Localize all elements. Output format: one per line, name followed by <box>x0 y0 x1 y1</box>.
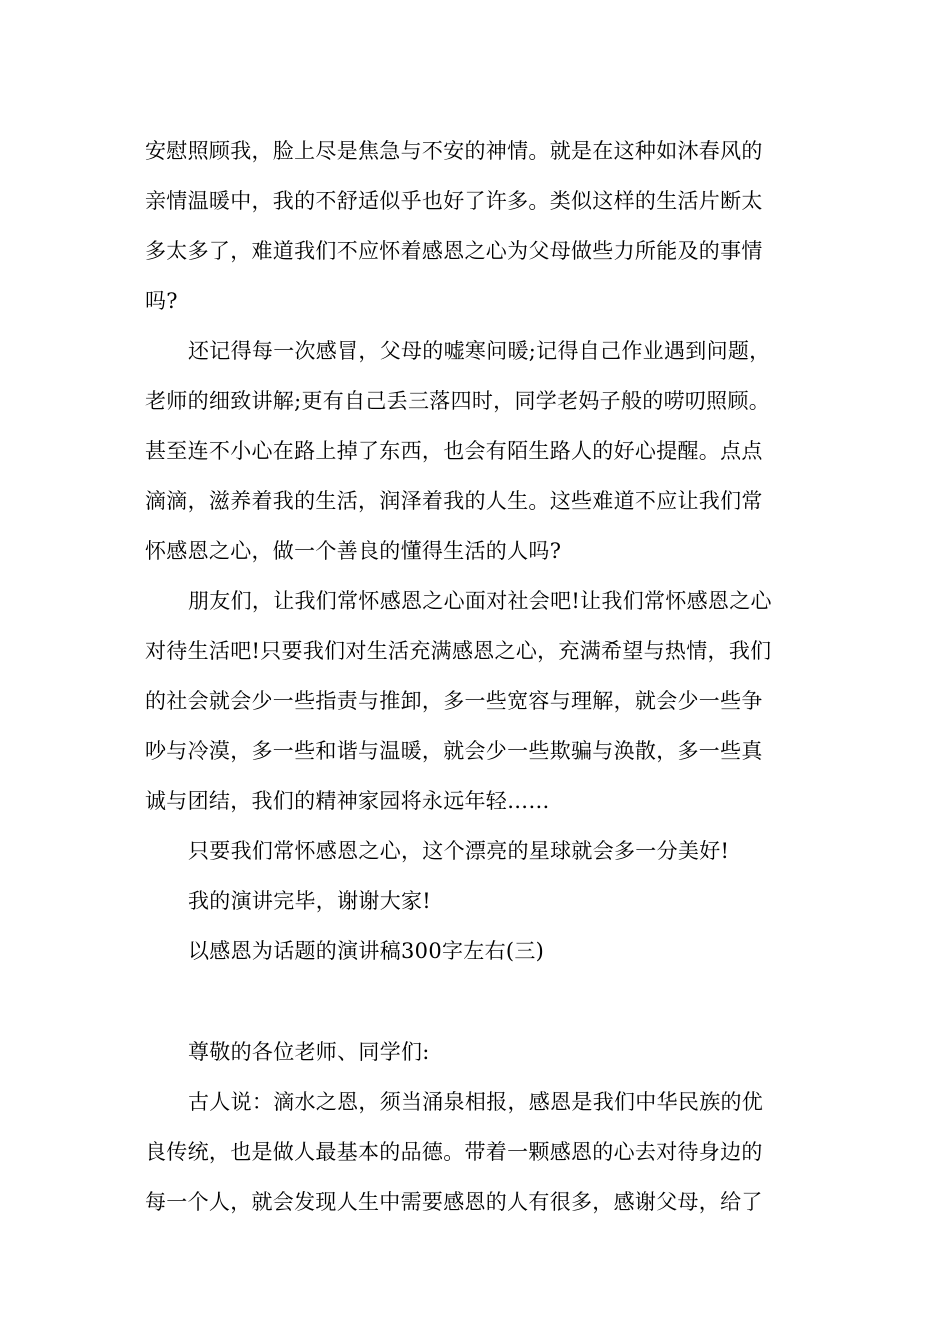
paragraph-line: 滴滴，滋养着我的生活，润泽着我的人生。这些难道不应让我们常 <box>145 489 763 513</box>
paragraph-line: 吗? <box>145 289 178 313</box>
paragraph-line: 诚与团结，我们的精神家园将永远年轻…… <box>145 789 550 813</box>
paragraph-line: 安慰照顾我，脸上尽是焦急与不安的神情。就是在这种如沐春风的 <box>145 139 763 163</box>
paragraph-line: 还记得每一次感冒，父母的嘘寒问暖;记得自己作业遇到问题， <box>188 339 771 363</box>
salutation: 尊敬的各位老师、同学们: <box>188 1040 430 1064</box>
paragraph-line: 甚至连不小心在路上掉了东西，也会有陌生路人的好心提醒。点点 <box>145 439 763 463</box>
paragraph-line: 多太多了，难道我们不应怀着感恩之心为父母做些力所能及的事情 <box>145 239 763 263</box>
paragraph-line: 只要我们常怀感恩之心，这个漂亮的星球就会多一分美好! <box>188 839 730 863</box>
paragraph-line: 朋友们，让我们常怀感恩之心面对社会吧!让我们常怀感恩之心 <box>188 589 772 613</box>
paragraph-line: 古人说：滴水之恩，须当涌泉相报，感恩是我们中华民族的优 <box>188 1090 764 1114</box>
paragraph-line: 对待生活吧!只要我们对生活充满感恩之心，充满希望与热情，我们 <box>145 639 772 663</box>
paragraph-line: 良传统，也是做人最基本的品德。带着一颗感恩的心去对待身边的 <box>145 1140 763 1164</box>
paragraph-line: 的社会就会少一些指责与推卸，多一些宽容与理解，就会少一些争 <box>145 689 763 713</box>
paragraph-line: 吵与冷漠，多一些和谐与温暖，就会少一些欺骗与涣散，多一些真 <box>145 739 763 763</box>
closing-line: 我的演讲完毕，谢谢大家! <box>188 889 432 913</box>
paragraph-line: 亲情温暖中，我的不舒适似乎也好了许多。类似这样的生活片断太 <box>145 189 763 213</box>
paragraph-line: 老师的细致讲解;更有自己丢三落四时，同学老妈子般的唠叨照顾。 <box>145 389 771 413</box>
paragraph-line: 怀感恩之心，做一个善良的懂得生活的人吗? <box>145 539 562 563</box>
section-title: 以感恩为话题的演讲稿300字左右(三) <box>188 939 545 963</box>
paragraph-line: 每一个人，就会发现人生中需要感恩的人有很多，感谢父母，给了 <box>145 1190 763 1214</box>
